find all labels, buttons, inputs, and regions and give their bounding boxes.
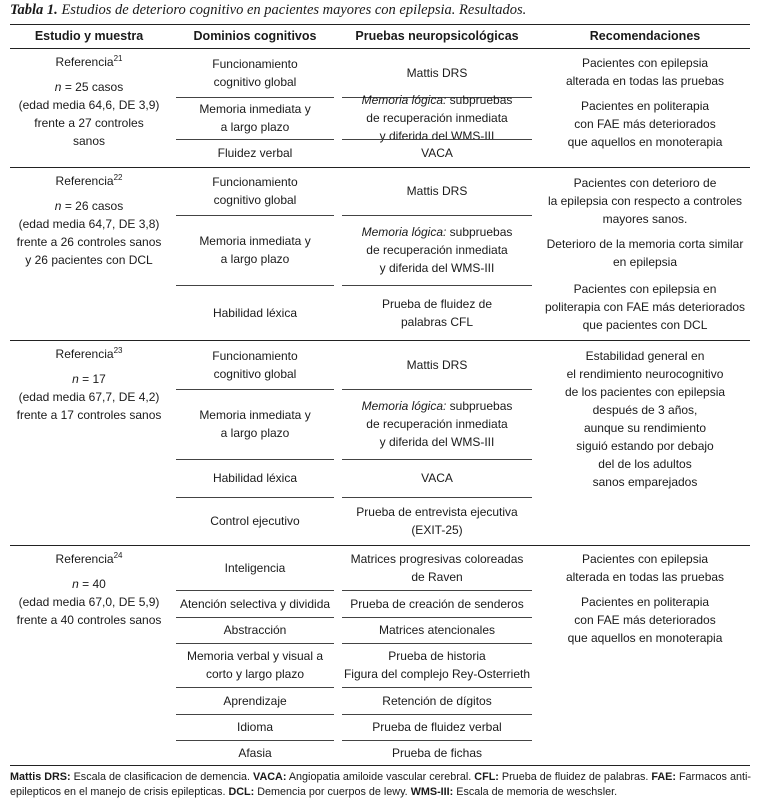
cognitive-domain: Aprendizaje bbox=[223, 693, 287, 708]
cognitive-domain: Funcionamiento bbox=[212, 348, 298, 363]
recommendation: alterada en todas las pruebas bbox=[565, 570, 725, 584]
test-name: de recuperación inmediata bbox=[366, 417, 508, 431]
cognitive-domain: corto y largo plazo bbox=[205, 667, 305, 681]
sample-size-text: = 26 casos bbox=[61, 199, 124, 213]
reference-number: 22 bbox=[113, 173, 123, 182]
recommendation: Pacientes con epilepsia en bbox=[573, 282, 717, 296]
table-rule bbox=[10, 765, 750, 766]
column-header: Recomendaciones bbox=[589, 29, 701, 43]
test-name: de Raven bbox=[411, 569, 463, 584]
row-divider bbox=[342, 285, 532, 286]
row-divider bbox=[176, 389, 334, 390]
recommendation: que aquellos en monoterapia bbox=[567, 135, 723, 149]
recommendation: siguió estando por debajo bbox=[576, 439, 714, 453]
cognitive-domain: a largo plazo bbox=[220, 252, 290, 266]
recommendation: en epilepsia bbox=[612, 255, 678, 269]
test-name: Prueba de entrevista ejecutiva bbox=[356, 505, 518, 519]
recommendation: de los pacientes con epilepsia bbox=[564, 385, 726, 399]
sample-size-text: = 17 bbox=[78, 372, 106, 386]
row-divider bbox=[342, 215, 532, 216]
table-caption: Tabla 1. Estudios de deterioro cognitivo en pacientes mayores con epilepsia. Resultados. bbox=[10, 2, 527, 18]
footnote-text: Escala de memoria de weschsler. bbox=[453, 786, 618, 798]
sample-size bbox=[10, 575, 168, 593]
sample-detail: frente a 27 controles bbox=[34, 116, 144, 130]
study-reference bbox=[10, 345, 168, 363]
row-divider bbox=[176, 459, 334, 460]
row-divider bbox=[176, 617, 334, 618]
test-name: Prueba de fichas bbox=[391, 745, 483, 760]
cognitive-domain: Memoria verbal y visual a bbox=[186, 649, 324, 663]
footnote-text: Angiopatia amiloide vascular cerebral. bbox=[286, 771, 475, 783]
footnote-text: Demencia por cuerpos de lewy. bbox=[254, 786, 411, 798]
reference-label: Referencia bbox=[55, 174, 114, 188]
recommendation: mayores sanos. bbox=[602, 212, 688, 226]
footnote-text: Escala de clasificacion de demencia. bbox=[70, 771, 254, 783]
test-name: palabras CFL bbox=[400, 314, 474, 329]
recommendation: sanos emparejados bbox=[592, 475, 698, 489]
test-name: Mattis DRS bbox=[406, 65, 468, 80]
test-name-rest: subpruebas bbox=[446, 93, 513, 107]
test-name: Prueba de fluidez de bbox=[381, 296, 493, 311]
study-reference bbox=[10, 172, 168, 190]
recommendation: del de los adultos bbox=[598, 457, 692, 471]
sample-detail: frente a 17 controles sanos bbox=[16, 408, 162, 422]
test-name: Prueba de historia bbox=[388, 649, 486, 663]
cognitive-domain: Abstracción bbox=[223, 623, 287, 637]
recommendation: después de 3 años, bbox=[592, 403, 698, 417]
row-divider bbox=[342, 714, 532, 715]
recommendation: que aquellos en monoterapia bbox=[567, 631, 723, 645]
row-divider bbox=[342, 740, 532, 741]
row-divider bbox=[176, 590, 334, 591]
row-divider bbox=[342, 643, 532, 644]
test-name-rest: subpruebas bbox=[446, 225, 513, 239]
cognitive-domain: Control ejecutivo bbox=[210, 514, 300, 528]
sample-detail: (edad media 67,7, DE 4,2) bbox=[18, 390, 160, 404]
row-divider bbox=[176, 215, 334, 216]
row-divider bbox=[176, 714, 334, 715]
sample-size bbox=[10, 370, 168, 388]
sample-size-var: n bbox=[54, 80, 62, 94]
recommendation: Pacientes en politerapia bbox=[580, 99, 710, 113]
sample-size bbox=[10, 197, 168, 215]
row-divider bbox=[342, 459, 532, 460]
footnote-text: Farmacos anti- bbox=[675, 771, 751, 783]
cognitive-domain: a largo plazo bbox=[220, 426, 290, 440]
recommendation: el rendimiento neurocognitivo bbox=[566, 367, 724, 381]
row-divider bbox=[342, 687, 532, 688]
sample-detail: frente a 26 controles sanos bbox=[16, 235, 162, 249]
footnote-abbr: Mattis DRS: bbox=[10, 771, 71, 783]
row-divider bbox=[176, 740, 334, 741]
cognitive-domain: Memoria inmediata y bbox=[199, 408, 311, 422]
recommendation: Deterioro de la memoria corta similar bbox=[546, 237, 744, 251]
recommendation: que pacientes con DCL bbox=[582, 318, 708, 332]
test-name bbox=[342, 91, 532, 109]
recommendation: aunque su rendimiento bbox=[583, 421, 707, 435]
column-header: Pruebas neuropsicológicas bbox=[355, 29, 519, 43]
recommendation: Estabilidad general en bbox=[585, 349, 705, 363]
recommendation: Pacientes con deterioro de bbox=[573, 176, 717, 190]
test-name: de recuperación inmediata bbox=[366, 243, 508, 257]
cognitive-domain: Inteligencia bbox=[224, 560, 286, 575]
footnote-abbr: DCL: bbox=[228, 786, 255, 798]
cognitive-domain: Funcionamiento bbox=[212, 56, 298, 71]
sample-size-var: n bbox=[72, 372, 79, 386]
recommendation: la epilepsia con respecto a controles bbox=[547, 194, 743, 208]
cognitive-domain: cognitivo global bbox=[213, 74, 297, 89]
test-name: (EXIT-25) bbox=[411, 523, 463, 537]
table-rule bbox=[10, 48, 750, 49]
cognitive-domain: cognitivo global bbox=[213, 193, 297, 207]
row-divider bbox=[176, 643, 334, 644]
table-rule bbox=[10, 545, 750, 546]
test-name: y diferida del WMS-III bbox=[379, 129, 495, 143]
footnote-abbr: WMS-III: bbox=[410, 786, 454, 798]
cognitive-domain: a largo plazo bbox=[220, 120, 290, 134]
test-name: VACA bbox=[421, 146, 453, 160]
reference-number: 21 bbox=[113, 54, 123, 63]
row-divider bbox=[342, 590, 532, 591]
sample-detail: sanos bbox=[72, 134, 106, 148]
footnote-text: epilepticos en el manejo de crisis epilepticas. bbox=[10, 786, 229, 798]
table-footnote bbox=[10, 770, 750, 800]
footnote-text: Prueba de fluidez de palabras. bbox=[498, 771, 652, 783]
column-header: Dominios cognitivos bbox=[193, 29, 317, 43]
sample-size-text: = 25 casos bbox=[61, 80, 124, 94]
table-rule bbox=[10, 167, 750, 168]
test-name: Retención de dígitos bbox=[382, 693, 492, 708]
reference-label: Referencia bbox=[55, 55, 114, 69]
test-name-italic: Memoria lógica: bbox=[361, 225, 447, 239]
reference-label: Referencia bbox=[55, 552, 114, 566]
recommendation: Pacientes en politerapia bbox=[580, 595, 710, 609]
test-name: Prueba de creación de senderos bbox=[350, 596, 524, 611]
reference-number: 24 bbox=[113, 551, 123, 560]
footnote-abbr: FAE: bbox=[651, 771, 676, 783]
sample-detail: (edad media 64,6, DE 3,9) bbox=[18, 98, 160, 112]
footnote-abbr: CFL: bbox=[474, 771, 499, 783]
cognitive-domain: Fluidez verbal bbox=[217, 146, 293, 160]
test-name: de recuperación inmediata bbox=[366, 111, 508, 125]
row-divider bbox=[176, 687, 334, 688]
cognitive-domain: Habilidad léxica bbox=[212, 305, 298, 320]
row-divider bbox=[342, 389, 532, 390]
row-divider bbox=[342, 139, 532, 140]
test-name: Figura del complejo Rey-Osterrieth bbox=[343, 667, 531, 681]
test-name-italic: Memoria lógica: bbox=[361, 93, 447, 107]
column-header: Estudio y muestra bbox=[34, 29, 144, 43]
test-name: Matrices progresivas coloreadas bbox=[350, 551, 524, 566]
test-name: Mattis DRS bbox=[406, 184, 468, 198]
cognitive-domain: Idioma bbox=[236, 720, 274, 734]
test-name: Prueba de fluidez verbal bbox=[372, 720, 502, 734]
table-rule bbox=[10, 24, 750, 25]
footnote-abbr: VACA: bbox=[253, 771, 287, 783]
recommendation: con FAE más deteriorados bbox=[574, 613, 716, 627]
test-name: Mattis DRS bbox=[406, 357, 468, 372]
test-name: y diferida del WMS-III bbox=[379, 261, 495, 275]
row-divider bbox=[176, 139, 334, 140]
cognitive-domain: cognitivo global bbox=[213, 366, 297, 381]
recommendation: Pacientes con epilepsia bbox=[581, 56, 709, 70]
test-name-rest: subpruebas bbox=[446, 399, 513, 413]
sample-size bbox=[10, 78, 168, 96]
cognitive-domain: Atención selectiva y dividida bbox=[179, 596, 331, 611]
sample-detail: frente a 40 controles sanos bbox=[16, 613, 162, 627]
study-reference bbox=[10, 53, 168, 71]
cognitive-domain: Funcionamiento bbox=[212, 175, 298, 189]
recommendation: alterada en todas las pruebas bbox=[565, 74, 725, 88]
sample-detail: (edad media 64,7, DE 3,8) bbox=[18, 217, 160, 231]
reference-label: Referencia bbox=[55, 347, 114, 361]
sample-detail: (edad media 67,0, DE 5,9) bbox=[18, 595, 160, 609]
test-name: y diferida del WMS-III bbox=[379, 435, 495, 449]
test-name: VACA bbox=[421, 471, 453, 485]
reference-number: 23 bbox=[113, 346, 123, 355]
test-name-italic: Memoria lógica: bbox=[361, 399, 447, 413]
row-divider bbox=[342, 617, 532, 618]
cognitive-domain: Habilidad léxica bbox=[212, 471, 298, 485]
study-reference bbox=[10, 550, 168, 568]
sample-size-var: n bbox=[72, 577, 79, 591]
cognitive-domain: Memoria inmediata y bbox=[199, 234, 311, 248]
cognitive-domain: Memoria inmediata y bbox=[199, 102, 311, 116]
row-divider bbox=[342, 497, 532, 498]
recommendation: con FAE más deteriorados bbox=[574, 117, 716, 131]
sample-size-text: = 40 bbox=[78, 577, 106, 591]
test-name bbox=[342, 397, 532, 415]
test-name: Matrices atencionales bbox=[378, 623, 496, 637]
recommendation: Pacientes con epilepsia bbox=[581, 552, 709, 566]
row-divider bbox=[176, 285, 334, 286]
row-divider bbox=[176, 497, 334, 498]
recommendation: politerapia con FAE más deteriorados bbox=[544, 300, 746, 314]
table-rule bbox=[10, 340, 750, 341]
sample-size-var: n bbox=[54, 199, 62, 213]
row-divider bbox=[176, 97, 334, 98]
test-name bbox=[342, 223, 532, 241]
sample-detail: y 26 pacientes con DCL bbox=[25, 253, 153, 267]
cognitive-domain: Afasia bbox=[238, 745, 272, 760]
